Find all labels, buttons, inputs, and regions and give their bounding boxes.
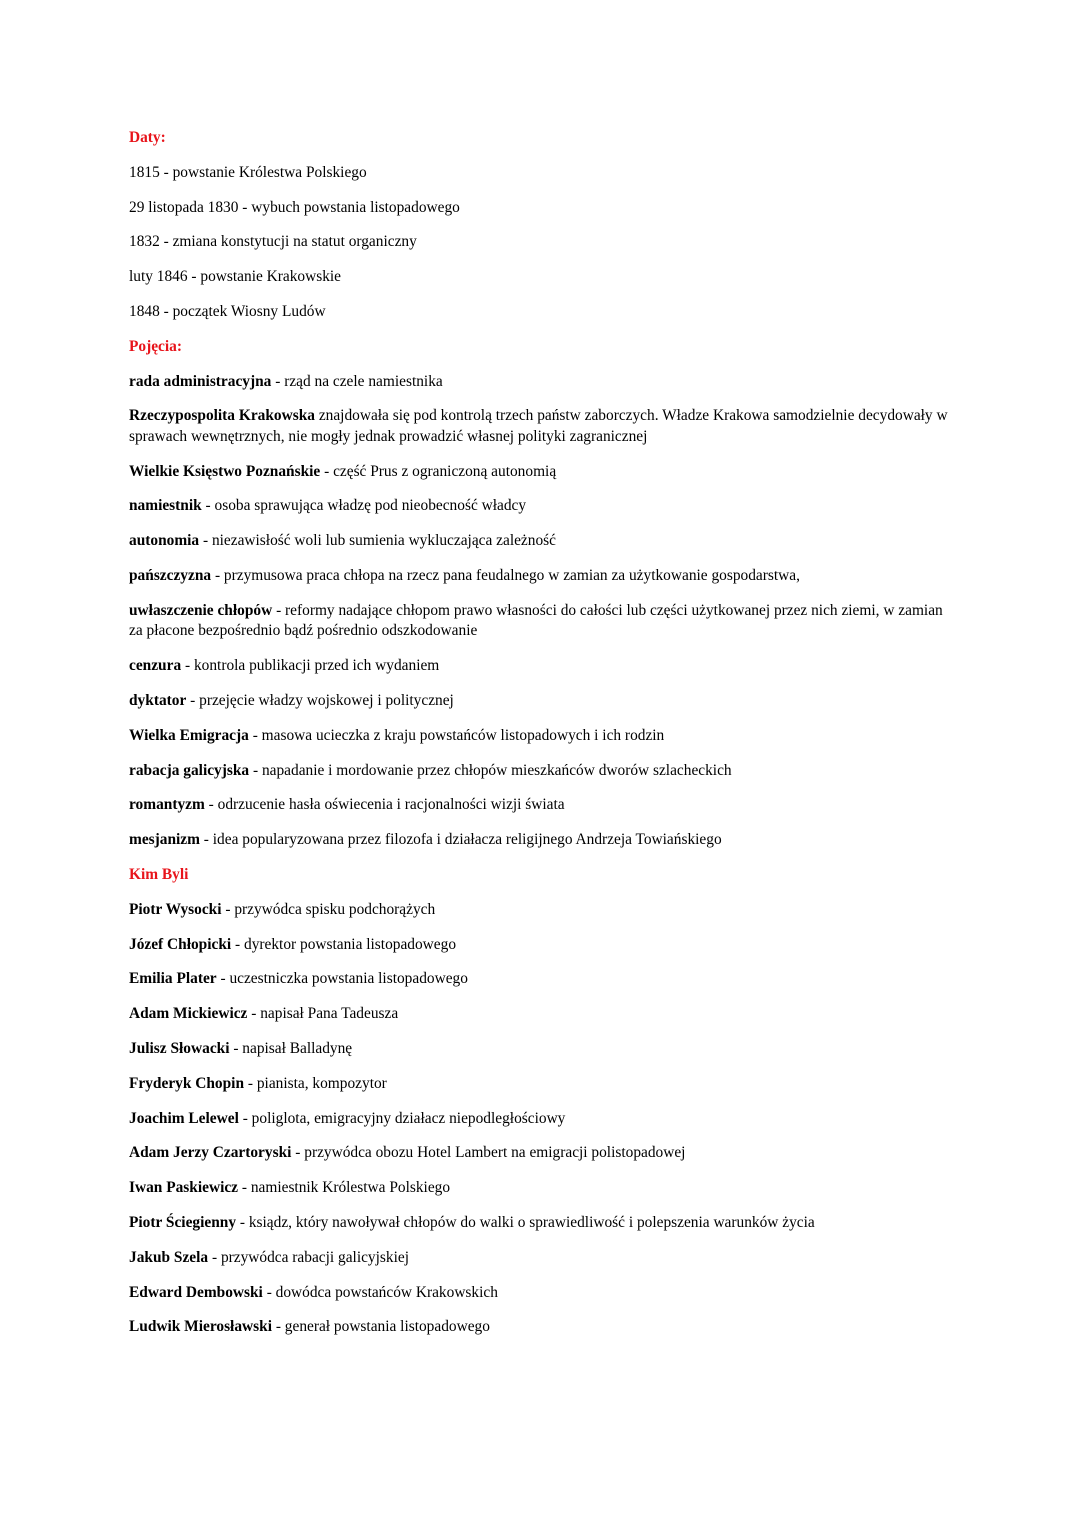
definition-text: znajdowała się pod kontrolą trzech państw zaborczych. Władze Krakowa samodzielnie decydowały w sprawach wewnętrznych, nie mogły jednak prowadzić własnej polityki zagranicznej bbox=[129, 407, 948, 445]
section-daty bbox=[129, 128, 959, 322]
definition-text: - przymusowa praca chłopa na rzecz pana feudalnego w zamian za użytkowanie gospodarstwa, bbox=[211, 567, 800, 585]
definition-item bbox=[129, 531, 959, 552]
person-name: Adam Mickiewicz bbox=[129, 1005, 248, 1023]
section-heading-kim-byli: Kim Byli bbox=[129, 865, 189, 883]
person-description: - dyrektor powstania listopadowego bbox=[231, 935, 457, 953]
person-name: Piotr Ściegienny bbox=[129, 1213, 237, 1231]
person-item bbox=[129, 935, 959, 956]
definition-text: - kontrola publikacji przed ich wydaniem bbox=[181, 657, 440, 675]
definition-item bbox=[129, 726, 959, 747]
document-page bbox=[129, 128, 959, 1352]
definition-term: dyktator bbox=[129, 691, 187, 709]
definition-term: pańszczyzna bbox=[129, 567, 212, 585]
person-description: - pianista, kompozytor bbox=[244, 1074, 387, 1092]
definition-item bbox=[129, 761, 959, 782]
section-kim-byli bbox=[129, 865, 959, 1338]
person-item bbox=[129, 1317, 959, 1338]
person-name: Piotr Wysocki bbox=[129, 900, 222, 918]
definition-term: namiestnik bbox=[129, 497, 202, 515]
definition-item bbox=[129, 462, 959, 483]
person-description: - generał powstania listopadowego bbox=[271, 1318, 490, 1336]
person-name: Julisz Słowacki bbox=[129, 1039, 230, 1057]
person-description: - uczestniczka powstania listopadowego bbox=[216, 970, 468, 988]
person-name: Joachim Lelewel bbox=[129, 1109, 239, 1127]
person-item bbox=[129, 1143, 959, 1164]
definition-term: romantyzm bbox=[129, 796, 205, 814]
person-name: Fryderyk Chopin bbox=[129, 1074, 245, 1092]
person-item bbox=[129, 1283, 959, 1304]
person-description: - przywódca obozu Hotel Lambert na emigracji polistopadowej bbox=[291, 1144, 686, 1162]
person-description: - napisał Pana Tadeusza bbox=[247, 1005, 399, 1023]
person-item bbox=[129, 1213, 959, 1234]
definition-item bbox=[129, 566, 959, 587]
definition-text: - osoba sprawująca władzę pod nieobecność władcy bbox=[201, 497, 527, 515]
date-item: 29 listopada 1830 - wybuch powstania listopadowego bbox=[129, 198, 460, 216]
definition-text: - przejęcie władzy wojskowej i politycznej bbox=[186, 691, 454, 709]
person-description: - ksiądz, który nawoływał chłopów do walki o sprawiedliwość i polepszenia warunków życia bbox=[236, 1213, 815, 1231]
person-item bbox=[129, 1178, 959, 1199]
definition-item bbox=[129, 691, 959, 712]
definition-term: Rzeczypospolita Krakowska bbox=[129, 407, 315, 425]
definition-term: cenzura bbox=[129, 657, 182, 675]
person-description: - dowódca powstańców Krakowskich bbox=[262, 1283, 498, 1301]
person-name: Józef Chłopicki bbox=[129, 935, 232, 953]
definition-item bbox=[129, 406, 959, 447]
person-name: Ludwik Mierosławski bbox=[129, 1318, 272, 1336]
definition-term: rabacja galicyjska bbox=[129, 761, 250, 779]
person-name: Jakub Szela bbox=[129, 1248, 209, 1266]
definition-item bbox=[129, 372, 959, 393]
definition-item bbox=[129, 656, 959, 677]
date-item: luty 1846 - powstanie Krakowskie bbox=[129, 268, 342, 286]
person-item bbox=[129, 1109, 959, 1130]
definition-text: - idea popularyzowana przez filozofa i działacza religijnego Andrzeja Towiańskiego bbox=[199, 831, 722, 849]
definition-text: - rząd na czele namiestnika bbox=[271, 372, 443, 390]
definition-item bbox=[129, 496, 959, 517]
person-description: - przywódca rabacji galicyjskiej bbox=[208, 1248, 409, 1266]
person-name: Edward Dembowski bbox=[129, 1283, 263, 1301]
definition-term: rada administracyjna bbox=[129, 372, 272, 390]
date-item: 1848 - początek Wiosny Ludów bbox=[129, 302, 326, 320]
person-item bbox=[129, 1074, 959, 1095]
definition-text: - niezawisłość woli lub sumienia wykluczająca zależność bbox=[199, 532, 556, 550]
definition-term: autonomia bbox=[129, 532, 200, 550]
definition-term: Wielka Emigracja bbox=[129, 726, 249, 744]
person-item bbox=[129, 1248, 959, 1269]
section-heading-pojecia: Pojęcia: bbox=[129, 337, 182, 355]
definition-term: Wielkie Księstwo Poznańskie bbox=[129, 462, 321, 480]
section-pojecia bbox=[129, 337, 959, 851]
definition-text: - napadanie i mordowanie przez chłopów mieszkańców dworów szlacheckich bbox=[249, 761, 732, 779]
definition-item bbox=[129, 830, 959, 851]
definition-term: mesjanizm bbox=[129, 831, 200, 849]
date-item: 1815 - powstanie Królestwa Polskiego bbox=[129, 163, 367, 181]
definition-text: - odrzucenie hasła oświecenia i racjonalności wizji świata bbox=[204, 796, 565, 814]
section-heading-daty: Daty: bbox=[129, 129, 166, 146]
date-item: 1832 - zmiana konstytucji na statut organiczny bbox=[129, 233, 417, 251]
person-description: - przywódca spisku podchorążych bbox=[221, 900, 436, 918]
definition-term: uwłaszczenie chłopów bbox=[129, 601, 273, 619]
person-item bbox=[129, 1039, 959, 1060]
person-name: Iwan Paskiewicz bbox=[129, 1179, 239, 1197]
person-description: - napisał Balladynę bbox=[229, 1039, 353, 1057]
person-item bbox=[129, 900, 959, 921]
person-description: - namiestnik Królestwa Polskiego bbox=[238, 1179, 451, 1197]
definition-text: - reformy nadające chłopom prawo własności do całości lub części użytkowanej przez nich ziemi, w zamian za płacone bezpośrednio bądź pośrednio odszkodowanie bbox=[129, 601, 943, 640]
definition-text: - masowa ucieczka z kraju powstańców listopadowych i ich rodzin bbox=[248, 726, 665, 744]
person-item bbox=[129, 1004, 959, 1025]
definition-item bbox=[129, 601, 959, 642]
person-name: Adam Jerzy Czartoryski bbox=[129, 1144, 292, 1162]
person-name: Emilia Plater bbox=[129, 970, 217, 988]
definition-item bbox=[129, 795, 959, 816]
person-description: - poliglota, emigracyjny działacz niepodległościowy bbox=[238, 1109, 566, 1127]
definition-text: - część Prus z ograniczoną autonomią bbox=[320, 462, 557, 480]
person-item bbox=[129, 969, 959, 990]
